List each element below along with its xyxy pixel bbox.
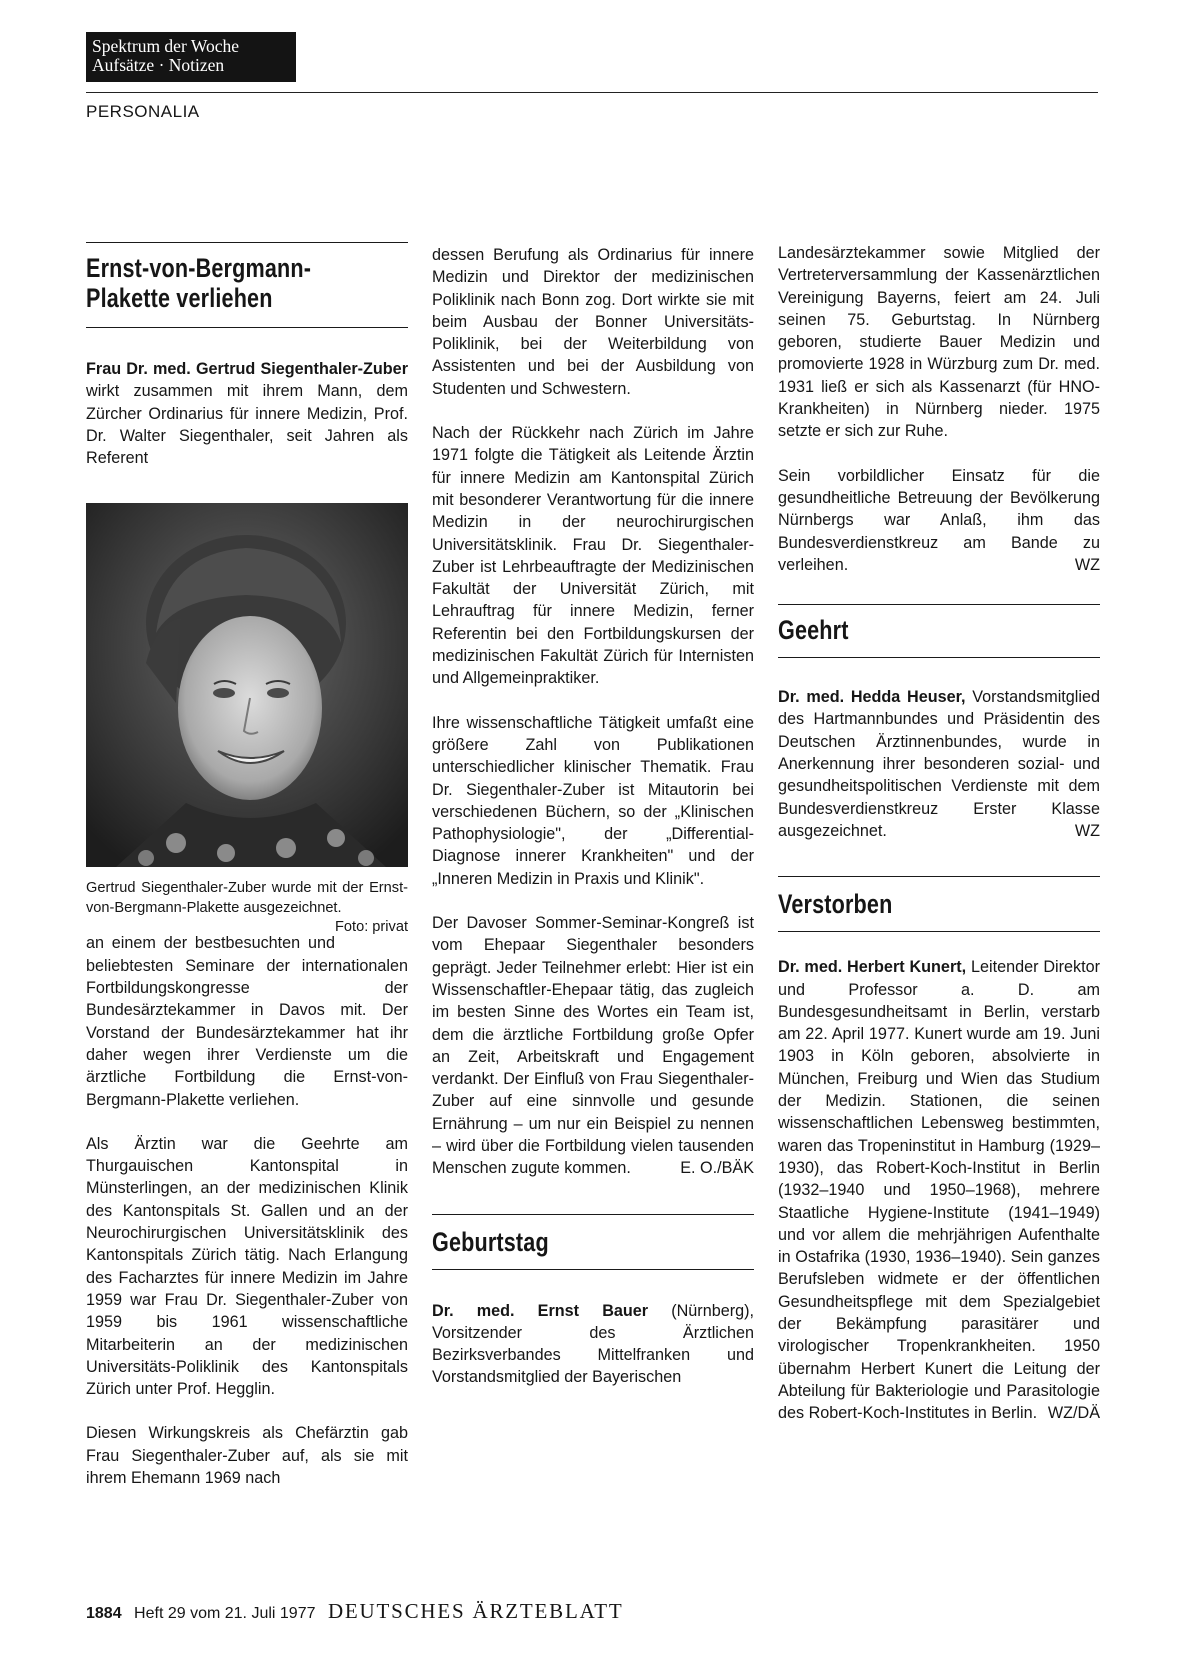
header-rule [86, 92, 1098, 93]
person-name: Frau Dr. med. Gertrud Siegenthaler-Zuber [86, 360, 408, 378]
issue-info: Heft 29 vom 21. Juli 1977 [134, 1605, 316, 1622]
column-3 [778, 242, 1100, 1424]
section-rule [432, 1269, 754, 1270]
section-rule [778, 604, 1100, 605]
article1-paragraph: Nach der Rückkehr nach Zürich im Jahre 1971 folgte die Tätigkeit als Leitende Ärztin für innere Medizin am Kantonspital Zürich mit besonderer Verantwortung für die innere Medizin in der neurochirurgischen Universitätsklinik. Frau Dr. Siegenthaler-Zuber ist Lehrbeauftragte der Medizinischen Fakultät der Universität Zürich, mit Lehrauftrag für innere Medizin, ferner Referentin bei den Fortbildungskursen der medizinischen Fakultät Zürich für Internisten und Allgemeinpraktiker. [432, 424, 754, 688]
signature: WZ [1074, 555, 1100, 574]
masthead [86, 32, 296, 82]
person-name: Dr. med. Herbert Kunert, [778, 958, 967, 977]
article1-paragraph: an einem der bestbesuchten und beliebtesten Seminare der internationalen Fortbildungskongresse der Bundesärztekammer in Davos mit. Der Vorstand der Bundesärztekammer hat ihr daher wegen ihrer Verdienste um die ärztliche Fortbildung die Ernst-von-Bergmann-Plakette verliehen. [86, 934, 408, 1109]
article1-paragraph: Diesen Wirkungskreis als Chefärztin gab Frau Siegenthaler-Zuber auf, als sie mit ihrem Ehemann 1969 nach [86, 1424, 408, 1488]
signature: WZ [1074, 821, 1100, 840]
headline-verstorben: Verstorben [778, 889, 893, 920]
article1-paragraph: Ihre wissenschaftliche Tätigkeit umfaßt eine größere Zahl von Publikationen unterschiedlicher klinischer Thematik. Frau Dr. Siegenthaler-Zuber ist Mitautorin bei verschiedenen Büchern, so der „Klinischen Pathophysiologie", der „Differential-Diagnose innerer Krankheiten" und der „Inneren Medizin in Praxis und Klinik". [432, 713, 754, 888]
article1-paragraph: Der Davoser Sommer-Seminar-Kongreß ist vom Ehepaar Siegenthaler besonders geprägt. Jeder Teilnehmer erlebt: Hier ist ein Wissenschaftler-Ehepaar tätig, das zugleich im besten Sinne des Wortes ein Team ist, dem die ärztliche Fortbildung große Opfer an Zeit, Arbeitskraft und Engagement verdankt. Der Einfluß von Frau Siegenthaler-Zuber auf eine sinnvolle und gesunde Ernährung – um nur ein Beispiel zu nennen – wird über die Fortbildung vielen tausenden Menschen zugute kommen. E. O./BÄK [432, 912, 754, 1180]
page-number: 1884 [86, 1605, 122, 1622]
section-rule [778, 657, 1100, 658]
page-footer [86, 1599, 624, 1624]
section-rule [778, 931, 1100, 932]
section-rule [778, 876, 1100, 877]
headline-geehrt: Geehrt [778, 615, 849, 646]
person-name: Dr. med. Ernst Bauer [432, 1301, 649, 1320]
photo-caption: Gertrud Siegenthaler-Zuber wurde mit der Ernst-von-Bergmann-Plakette ausgezeichnet. Foto: privat [86, 879, 408, 918]
article2-paragraph: Sein vorbildlicher Einsatz für die gesundheitliche Betreuung der Bevölkerung Nürnbergs war Anlaß, ihm das Bundesverdienstkreuz am Bande zu verleihen. WZ [778, 465, 1100, 576]
masthead-line-1: Spektrum der Woche [92, 36, 239, 56]
portrait-photo [86, 503, 408, 867]
article2-intro: Dr. med. Ernst Bauer (Nürnberg), Vorsitzender des Ärztlichen Bezirksverbandes Mittelfranken und Vorstandsmitglied der Bayerischen [432, 1301, 754, 1387]
headline-1-line-2: Plakette verliehen [86, 283, 273, 313]
article1-paragraph: Als Ärztin war die Geehrte am Thurgauischen Kantonspital in Münsterlingen, an der medizinischen Klinik des Kantonspitals St. Gallen und an der Neurochirurgischen Universitätsklinik des Kantonspitals Zürich tätig. Nach Erlangung des Facharztes für innere Medizin im Jahre 1959 war Frau Dr. Siegenthaler-Zuber von 1959 bis 1961 wissenschaftliche Mitarbeiterin an der medizinischen Universitäts-Poliklinik des Kantonspitals Zürich unter Prof. Hegglin. [86, 1134, 408, 1399]
article1-paragraph: dessen Berufung als Ordinarius für innere Medizin und Direktor der medizinischen Poliklinik nach Bonn zog. Dort wirkte sie mit beim Ausbau der Bonner Universitäts-Poliklinik, bei der Weiterbildung von Assistenten und bei der Ausbildung von Studenten und Schwestern. [432, 246, 754, 398]
column-2 [432, 244, 754, 1389]
section-rule [86, 242, 408, 243]
rubric: PERSONALIA [86, 102, 200, 121]
headline-1-line-1: Ernst-von-Bergmann- [86, 253, 312, 283]
article3-intro: Dr. med. Hedda Heuser, Vorstandsmitglied des Hartmannbundes und Präsidentin des Deutschen Ärztinnenbundes, wurde in Anerkennung ihrer besonderen sozial- und gesundheitspolitischen Verdienste mit dem Bundesverdienstkreuz Erster Klasse ausgezeichnet. WZ [778, 686, 1100, 842]
signature: WZ/DÄ [1047, 1404, 1100, 1423]
column-1 [86, 242, 408, 1489]
masthead-line-2: Aufsätze · Notizen [92, 55, 225, 75]
portrait-image [86, 503, 408, 867]
section-rule [86, 327, 408, 328]
section-rule [432, 1214, 754, 1215]
article1-intro: Frau Dr. med. Gertrud Siegenthaler-Zuber wirkt zusammen mit ihrem Mann, dem Zürcher Ordinarius für innere Medizin, Prof. Dr. Walter Siegenthaler, seit Jahren als Referent [86, 360, 408, 468]
headline-geburtstag: Geburtstag [432, 1226, 549, 1257]
article4-intro: Dr. med. Herbert Kunert, Leitender Direktor und Professor a. D. am Bundesgesundheitsamt in Berlin, verstarb am 22. April 1977. Kunert wurde am 19. Juni 1903 in Köln geboren, absolvierte in München, Freiburg und Wien das Studium der Medizin. Stationen, die seinen wissenschaftlichen Lebensweg bestimmten, waren das Tropeninstitut in Hamburg (1929–1930), das Robert-Koch-Institut in Berlin (1932–1940 und 1950–1968), mehrere Staatliche Hygiene-Institute (1941–1949) und vor allem die mehrjährigen Aufenthalte in Ostafrika (1930, 1936–1940). Sein ganzes Berufsleben widmete er der öffentlichen Gesundheitspflege mit dem Spezialgebiet der Bekämpfung parasitärer und virologischer Tropenkrankheiten. 1950 übernahm Herbert Kunert die Leitung der Abteilung für Bakteriologie und Parasitologie des Robert-Koch-Institutes in Berlin. WZ/DÄ [778, 956, 1100, 1424]
journal-name: DEUTSCHES ÄRZTEBLATT [327, 1599, 624, 1623]
article2-paragraph: Landesärztekammer sowie Mitglied der Vertreterversammlung der Kassenärztlichen Vereinigung Bayerns, feiert am 24. Juli seinen 75. Geburtstag. In Nürnberg geboren, studierte Bauer Medizin und promovierte 1928 in Würzburg zum Dr. med. 1931 ließ er sich als Kassenarzt (für HNO-Krankheiten) in Nürnberg nieder. 1975 setzte er sich zur Ruhe. [778, 244, 1100, 441]
person-name: Dr. med. Hedda Heuser, [778, 688, 966, 707]
photo-credit: Foto: privat [335, 919, 408, 936]
signature: E. O./BÄK [680, 1159, 754, 1178]
